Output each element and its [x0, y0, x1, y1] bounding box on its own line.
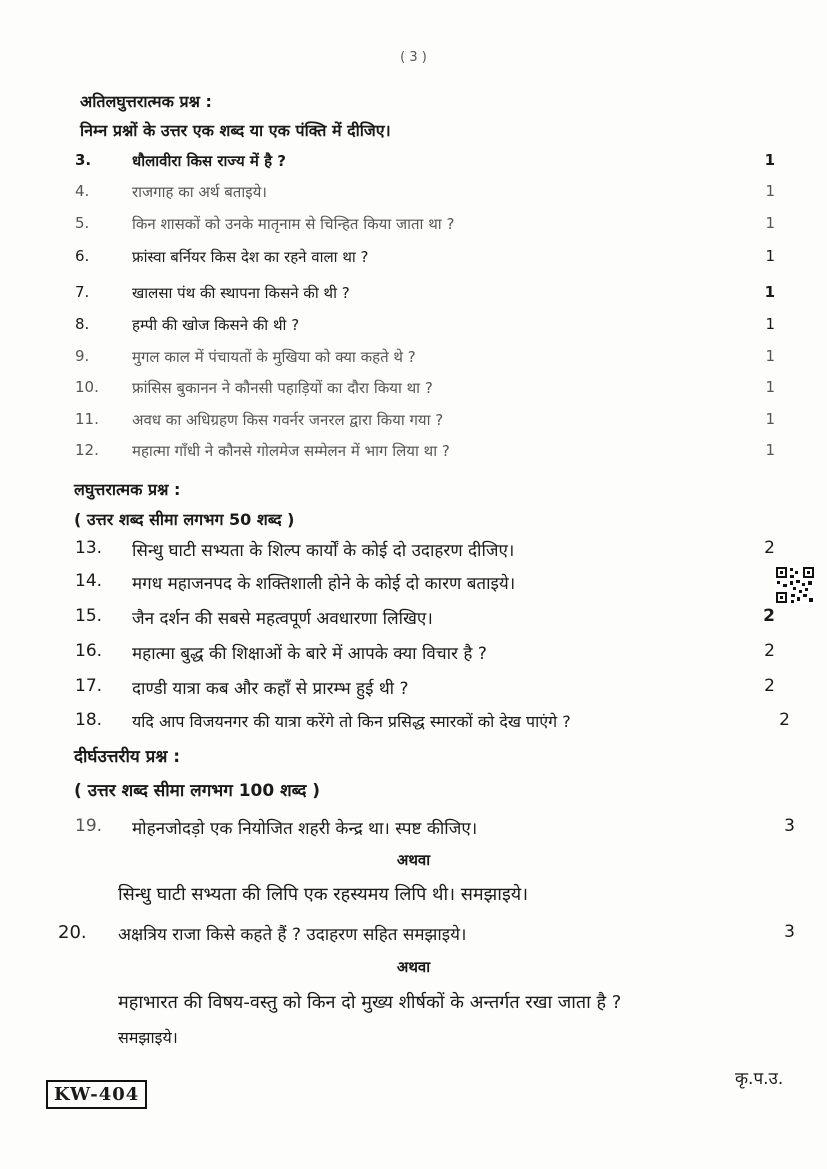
- question-text: धौलावीरा किस राज्य में है ?: [132, 152, 287, 170]
- question-marks: 1: [765, 182, 775, 200]
- question-text: फ्रांस्वा बर्नियर किस देश का रहने वाला था ?: [132, 248, 369, 266]
- question-7: [75, 283, 775, 309]
- or-separator: अथवा: [396, 851, 431, 869]
- question-number: 19.: [75, 816, 103, 836]
- question-13: [75, 538, 775, 564]
- question-marks: 1: [765, 315, 775, 333]
- section1-instruction: निम्न प्रश्नों के उत्तर एक शब्द या एक पंक्ति में दीजिए।: [80, 121, 391, 140]
- section2-limit: ( उत्तर शब्द सीमा लगभग 50 शब्द ): [74, 510, 295, 529]
- section1-title: अतिलघुत्तरात्मक प्रश्न :: [80, 92, 212, 111]
- question-9: [75, 347, 775, 373]
- question-19-alternative: सिन्धु घाटी सभ्यता की लिपि एक रहस्यमय लिपि थी। समझाइये।: [118, 884, 529, 905]
- question-19: [75, 816, 795, 842]
- question-marks: 2: [779, 710, 790, 730]
- please-turn-over: कृ.प.उ.: [735, 1069, 784, 1089]
- page-number: ( 3 ): [400, 50, 427, 65]
- question-marks: 1: [764, 151, 775, 169]
- question-number: 8.: [75, 315, 90, 333]
- question-text: मुगल काल में पंचायतों के मुखिया को क्या कहते थे ?: [132, 348, 416, 366]
- question-text: यदि आप विजयनगर की यात्रा करेंगे तो किन प्रसिद्ध स्मारकों को देख पाएंगे ?: [132, 712, 571, 731]
- question-18: [75, 710, 790, 736]
- question-8: [75, 315, 775, 341]
- question-3: [75, 151, 775, 177]
- question-marks: 2: [763, 606, 775, 626]
- question-number: 4.: [75, 182, 90, 200]
- question-14: [75, 571, 775, 597]
- question-text: हम्पी की खोज किसने की थी ?: [132, 316, 300, 334]
- question-15: [75, 606, 775, 632]
- question-number: 18.: [75, 710, 103, 730]
- question-marks: 2: [764, 538, 775, 558]
- paper-code: KW-404: [46, 1080, 147, 1109]
- question-number: 7.: [75, 283, 90, 301]
- section2-title: लघुत्तरात्मक प्रश्न :: [74, 480, 181, 499]
- question-marks: 2: [764, 676, 775, 696]
- question-number: 3.: [75, 151, 92, 169]
- question-marks: 1: [765, 378, 775, 396]
- question-number: 15.: [75, 606, 103, 626]
- question-marks: 1: [765, 347, 775, 365]
- question-marks: 1: [765, 214, 775, 232]
- question-text: दाण्डी यात्रा कब और कहाँ से प्रारम्भ हुई थी ?: [132, 679, 409, 699]
- question-6: [75, 247, 775, 273]
- question-12: [75, 441, 775, 467]
- question-marks: 1: [765, 441, 775, 459]
- question-number: 10.: [75, 378, 99, 396]
- question-number: 11.: [75, 410, 99, 428]
- question-20-alternative-line1: महाभारत की विषय-वस्तु को किन दो मुख्य शीर्षकों के अन्तर्गत रखा जाता है ?: [118, 992, 622, 1013]
- question-5: [75, 214, 775, 240]
- section3-limit: ( उत्तर शब्द सीमा लगभग 100 शब्द ): [74, 781, 321, 801]
- question-text: जैन दर्शन की सबसे महत्वपूर्ण अवधारणा लिखिए।: [132, 609, 433, 629]
- question-number: 17.: [75, 676, 103, 696]
- question-number: 5.: [75, 214, 90, 232]
- question-text: मोहनजोदड़ो एक नियोजित शहरी केन्द्र था। स्पष्ट कीजिए।: [132, 819, 478, 839]
- question-number: 9.: [75, 347, 90, 365]
- section3-title: दीर्घउत्तरीय प्रश्न :: [74, 747, 181, 767]
- question-marks: 3: [784, 816, 795, 836]
- question-16: [75, 641, 775, 667]
- question-marks: 1: [765, 247, 775, 265]
- question-20-alternative-line2: समझाइये।: [118, 1028, 178, 1047]
- question-text: फ्रांसिस बुकानन ने कौनसी पहाड़ियों का दौरा किया था ?: [132, 379, 433, 397]
- question-4: [75, 182, 775, 208]
- question-text: अक्षत्रिय राजा किसे कहते हैं ? उदाहरण सहित समझाइये।: [118, 925, 467, 945]
- question-marks: 1: [765, 410, 775, 428]
- question-text: मगध महाजनपद के शक्तिशाली होने के कोई दो कारण बताइये।: [132, 574, 516, 594]
- question-text: महात्मा गाँधी ने कौनसे गोलमेज सम्मेलन में भाग लिया था ?: [132, 442, 450, 460]
- question-10: [75, 378, 775, 404]
- question-number: 20.: [58, 922, 87, 943]
- question-text: अवध का अधिग्रहण किस गवर्नर जनरल द्वारा किया गया ?: [132, 411, 444, 429]
- question-number: 14.: [75, 571, 103, 591]
- question-number: 13.: [75, 538, 103, 558]
- question-marks: 1: [764, 283, 775, 301]
- question-text: खालसा पंथ की स्थापना किसने की थी ?: [132, 284, 350, 302]
- question-20: [58, 922, 795, 948]
- question-17: [75, 676, 775, 702]
- qr-code-icon: [775, 566, 815, 604]
- or-separator: अथवा: [396, 958, 431, 976]
- question-marks: 2: [764, 641, 775, 661]
- question-11: [75, 410, 775, 436]
- question-number: 6.: [75, 247, 90, 265]
- question-marks: 3: [784, 922, 795, 942]
- question-text: राजगाह का अर्थ बताइये।: [132, 183, 267, 201]
- question-text: सिन्धु घाटी सभ्यता के शिल्प कार्यों के कोई दो उदाहरण दीजिए।: [132, 541, 515, 561]
- question-text: किन शासकों को उनके मातृनाम से चिन्हित किया जाता था ?: [132, 215, 455, 233]
- question-text: महात्मा बुद्ध की शिक्षाओं के बारे में आपके क्या विचार है ?: [132, 644, 487, 664]
- question-number: 12.: [75, 441, 99, 459]
- question-number: 16.: [75, 641, 103, 661]
